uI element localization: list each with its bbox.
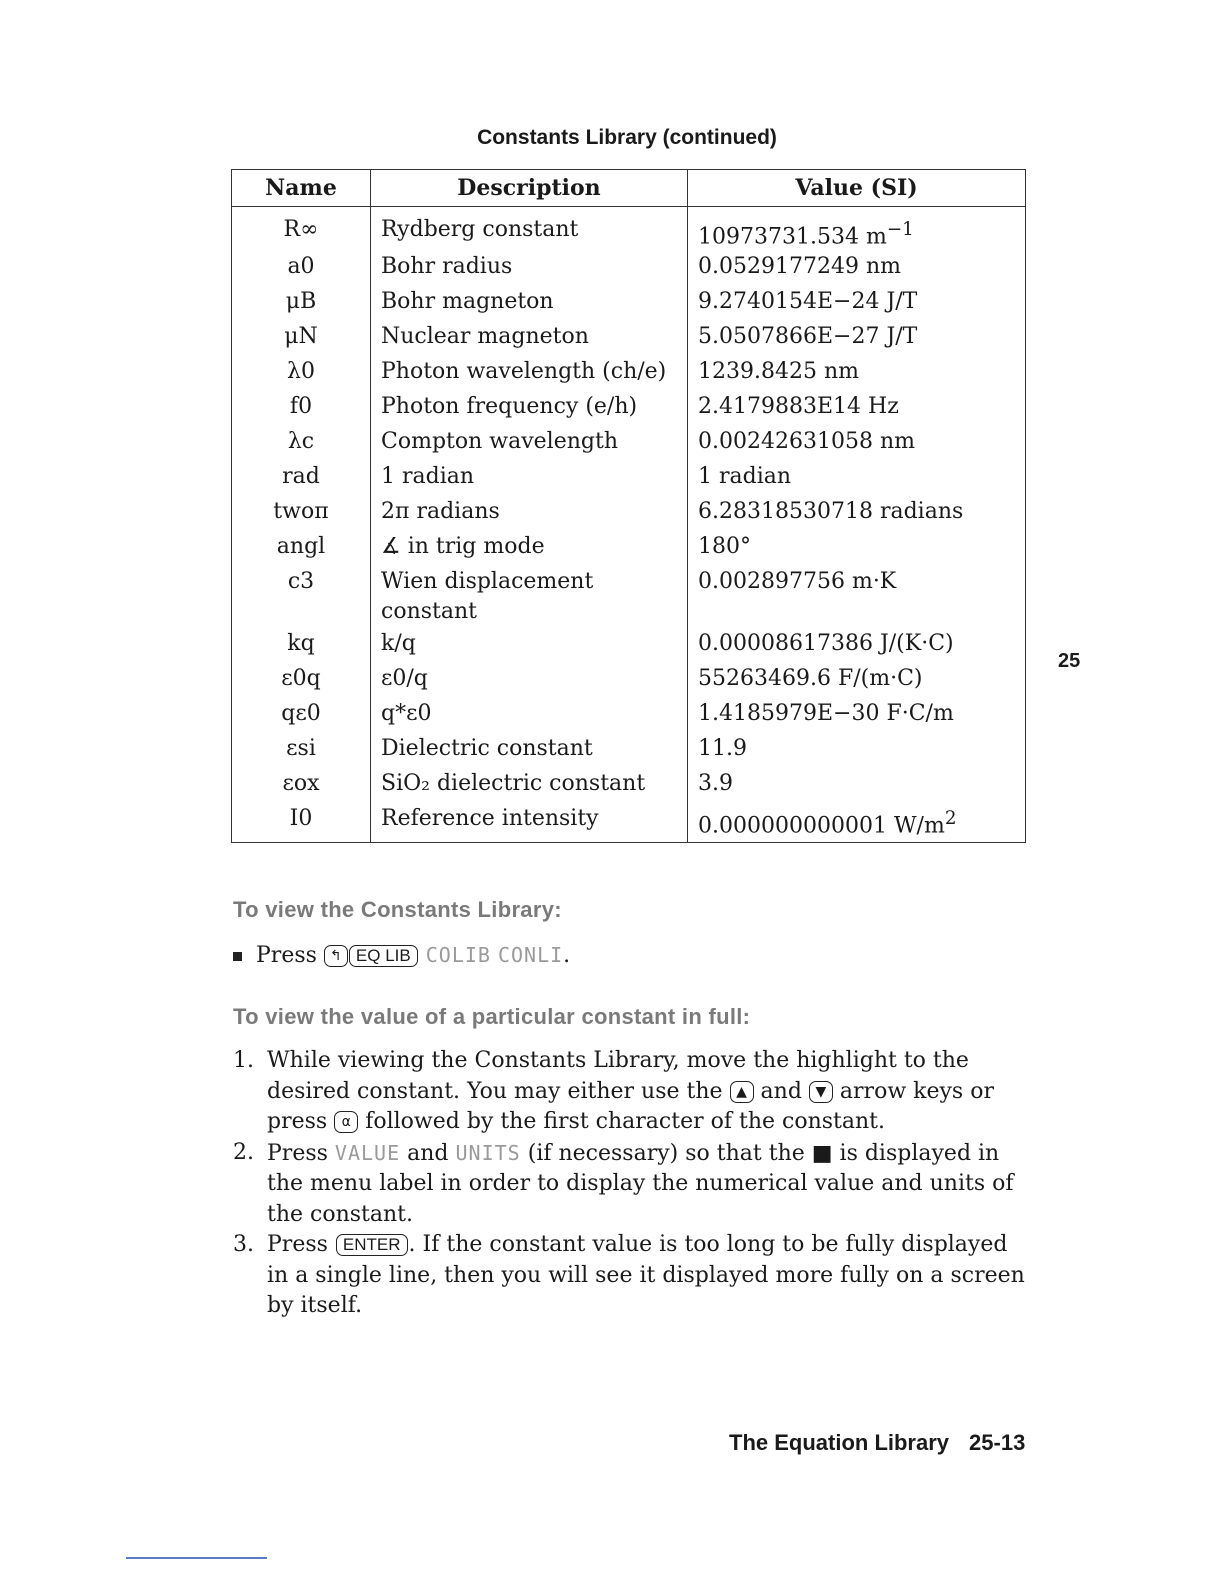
value-exponent: −1 [886, 219, 914, 240]
step-text: and [407, 1140, 449, 1166]
sentence-end: . [563, 943, 571, 968]
cell-value: 0.002897756 m·K [688, 567, 1026, 629]
page-footer [729, 1430, 1025, 1456]
cell-name: R∞ [232, 207, 371, 253]
table-row [232, 532, 1026, 567]
cell-description: Reference intensity [371, 804, 688, 842]
cell-name: rad [232, 462, 371, 497]
step-text: Press [267, 1140, 328, 1166]
table-row [232, 734, 1026, 769]
cell-description: 2π radians [371, 497, 688, 532]
heading-view-full: To view the value of a particular constant in full: [233, 1004, 751, 1029]
cell-name: qε0 [232, 699, 371, 734]
step-item [233, 1230, 1033, 1322]
cell-description: k/q [371, 629, 688, 664]
cell-description: ∡ in trig mode [371, 532, 688, 567]
table-header-row [232, 170, 1026, 207]
cell-value: 0.0529177249 nm [688, 252, 1026, 287]
bullet-square [233, 952, 242, 961]
step-item [233, 1046, 1033, 1138]
step-number: 2. [233, 1139, 254, 1165]
cell-name: c3 [232, 567, 371, 629]
step-text: and [760, 1078, 802, 1104]
table-row [232, 322, 1026, 357]
cell-description: SiO₂ dielectric constant [371, 769, 688, 804]
cell-name: twoπ [232, 497, 371, 532]
left-shift-key-icon: ↰ [324, 945, 348, 967]
value-text: 10973731.534 m [698, 224, 887, 250]
menu-label-units: UNITS [455, 1140, 521, 1165]
step-text: . If the constant value is too long to be fully displayed in a single line, then you will see it displayed more fully on a screen by itself. [267, 1232, 1025, 1318]
column-header-description: Description [371, 170, 688, 207]
steps-list [233, 1046, 1033, 1322]
step-number: 1. [233, 1048, 254, 1073]
down-arrow-key-icon: ▼ [809, 1081, 833, 1103]
cell-value [688, 207, 1026, 253]
cell-value: 11.9 [688, 734, 1026, 769]
cell-value: 0.00008617386 J/(K·C) [688, 629, 1026, 664]
eq-lib-key: EQ LIB [349, 945, 418, 967]
scan-artifact-line [126, 1557, 267, 1559]
table-row [232, 497, 1026, 532]
cell-description: Rydberg constant [371, 207, 688, 253]
table-row [232, 357, 1026, 392]
chapter-tab: 25 [1058, 650, 1081, 672]
page-number: 25-13 [969, 1430, 1026, 1455]
cell-description: Nuclear magneton [371, 322, 688, 357]
bullet-instruction [233, 940, 570, 972]
cell-description: 1 radian [371, 462, 688, 497]
cell-description: Dielectric constant [371, 734, 688, 769]
cell-description: Photon frequency (e/h) [371, 392, 688, 427]
column-header-name: Name [232, 170, 371, 207]
cell-value: 6.28318530718 radians [688, 497, 1026, 532]
cell-description: Compton wavelength [371, 427, 688, 462]
cell-value: 2.4179883E14 Hz [688, 392, 1026, 427]
table-row [232, 804, 1026, 842]
cell-name: kq [232, 629, 371, 664]
cell-name: I0 [232, 804, 371, 842]
cell-value: 1239.8425 nm [688, 357, 1026, 392]
step-text: Press [267, 1232, 328, 1257]
footer-title: The Equation Library [729, 1430, 950, 1455]
column-header-value: Value (SI) [688, 170, 1026, 207]
cell-value: 55263469.6 F/(m·C) [688, 664, 1026, 699]
table-row [232, 567, 1026, 629]
table-row [232, 664, 1026, 699]
cell-name: μB [232, 287, 371, 322]
step-text: While viewing the Constants Library, move the highlight to the desired constant. You may either use the [267, 1048, 969, 1104]
step-number: 3. [233, 1232, 254, 1257]
cell-description: Photon wavelength (ch/e) [371, 357, 688, 392]
cell-name: ε0q [232, 664, 371, 699]
up-arrow-key-icon: ▲ [730, 1081, 754, 1103]
cell-value: 0.00242631058 nm [688, 427, 1026, 462]
table-row [232, 699, 1026, 734]
cell-name: μN [232, 322, 371, 357]
cell-description: Bohr radius [371, 252, 688, 287]
table-row [232, 427, 1026, 462]
cell-name: λ0 [232, 357, 371, 392]
cell-value: 1.4185979E−30 F·C/m [688, 699, 1026, 734]
table-title: Constants Library (continued) [477, 126, 777, 149]
cell-name: angl [232, 532, 371, 567]
table-row [232, 462, 1026, 497]
cell-value: 1 radian [688, 462, 1026, 497]
cell-description: Wien displacement constant [371, 567, 688, 629]
table-row [232, 629, 1026, 664]
table-row [232, 252, 1026, 287]
cell-value: 180° [688, 532, 1026, 567]
table-row [232, 287, 1026, 322]
cell-name: f0 [232, 392, 371, 427]
cell-value: 3.9 [688, 769, 1026, 804]
heading-view-library: To view the Constants Library: [233, 897, 562, 922]
step-item [233, 1138, 1033, 1231]
cell-description: q*ε0 [371, 699, 688, 734]
table-row [232, 392, 1026, 427]
cell-name: εox [232, 769, 371, 804]
cell-value: 9.2740154E−24 J/T [688, 287, 1026, 322]
cell-name: λc [232, 427, 371, 462]
step-text: (if necessary) so that the ■ is displayed in the menu label in order to display the numerical value and units of the constant. [267, 1140, 1014, 1227]
cell-description: Bohr magneton [371, 287, 688, 322]
cell-value: 5.0507866E−27 J/T [688, 322, 1026, 357]
menu-label-colib: COLIB [425, 943, 491, 967]
menu-label-conli: CONLI [497, 943, 564, 967]
press-text: Press [256, 943, 317, 968]
menu-label-value: VALUE [334, 1140, 401, 1165]
cell-name: εsi [232, 734, 371, 769]
enter-key: ENTER [336, 1234, 408, 1256]
step-text: arrow keys or press [267, 1078, 994, 1134]
cell-name: a0 [232, 252, 371, 287]
value-exponent: 2 [944, 808, 957, 830]
cell-value [688, 804, 1026, 842]
constants-table [231, 169, 1026, 843]
step-text: followed by the first character of the constant. [365, 1109, 885, 1134]
value-text: 0.000000000001 W/m [698, 813, 945, 839]
alpha-key-icon: α [334, 1111, 358, 1133]
cell-description: ε0/q [371, 664, 688, 699]
table-row [232, 207, 1026, 253]
table-row [232, 769, 1026, 804]
